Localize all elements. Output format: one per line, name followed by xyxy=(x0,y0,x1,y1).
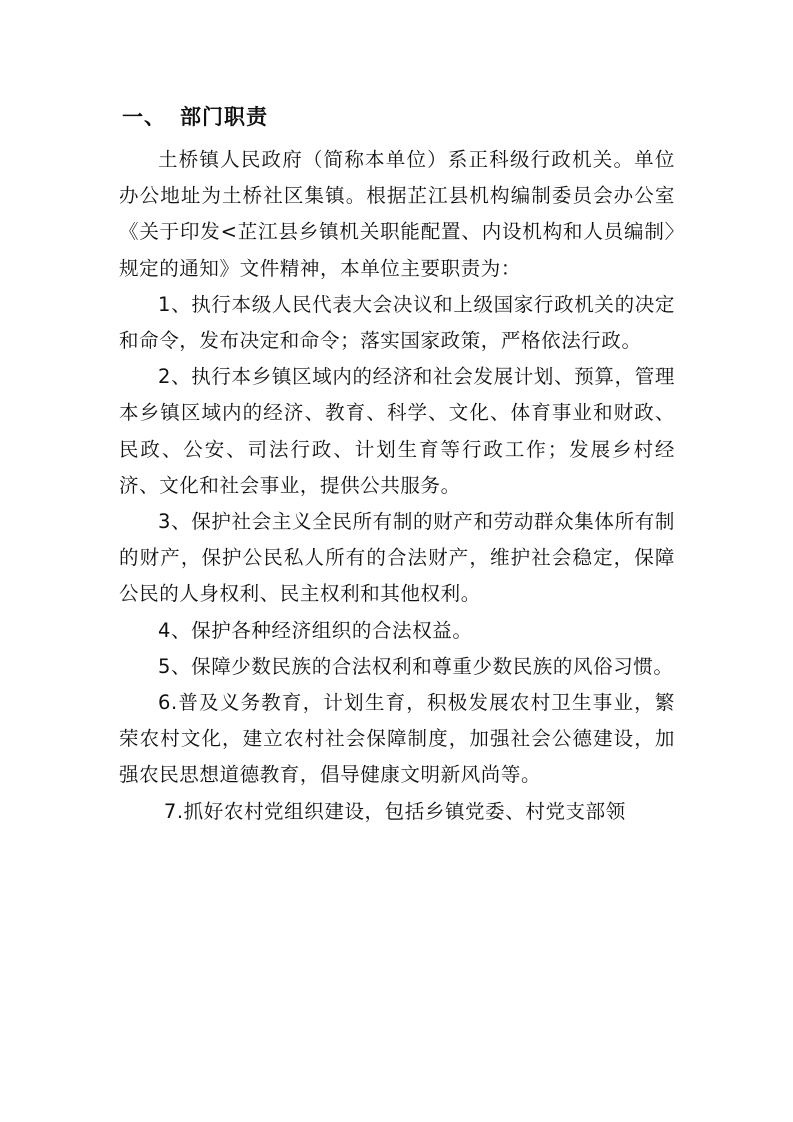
duty-item-6: 6.普及义务教育，计划生育，积极发展农村卫生事业，繁荣农村文化，建立农村社会保障制度，加强社会公德建设，加强农民思想道德教育，倡导健康文明新风尚等。 xyxy=(119,691,675,787)
duty-item-1: 1、执行本级人民代表大会决议和上级国家行政机关的决定和命令，发布决定和命令；落实国家政策，严格依法行政。 xyxy=(119,292,675,353)
section-title: 部门职责 xyxy=(180,105,268,129)
section-number: 一、 xyxy=(122,105,166,129)
duty-item-7: 7.抓好农村党组织建设，包括乡镇党委、村党支部领 xyxy=(163,799,626,823)
section-heading xyxy=(122,101,268,133)
duty-item-2: 2、执行本乡镇区域内的经济和社会发展计划、预算，管理本乡镇区域内的经济、教育、科学、文化、体育事业和财政、民政、公安、司法行政、计划生育等行政工作；发展乡村经济、文化和社会事业，提供公共服务。 xyxy=(119,365,675,497)
duty-item-5: 5、保障少数民族的合法权利和尊重少数民族的风俗习惯。 xyxy=(158,654,674,678)
duty-item-4: 4、保护各种经济组织的合法权益。 xyxy=(158,618,473,642)
duty-item-3: 3、保护社会主义全民所有制的财产和劳动群众集体所有制的财产，保护公民私人所有的合法财产，维护社会稳定，保障公民的人身权利、民主权利和其他权利。 xyxy=(119,510,675,606)
document-body xyxy=(119,142,675,830)
intro-paragraph: 土桥镇人民政府（简称本单位）系正科级行政机关。单位办公地址为土桥社区集镇。根据芷江县机构编制委员会办公室《关于印发<芷江县乡镇机关职能配置、内设机构和人员编制〉规定的通知》文件精神，本单位主要职责为： xyxy=(119,148,675,280)
